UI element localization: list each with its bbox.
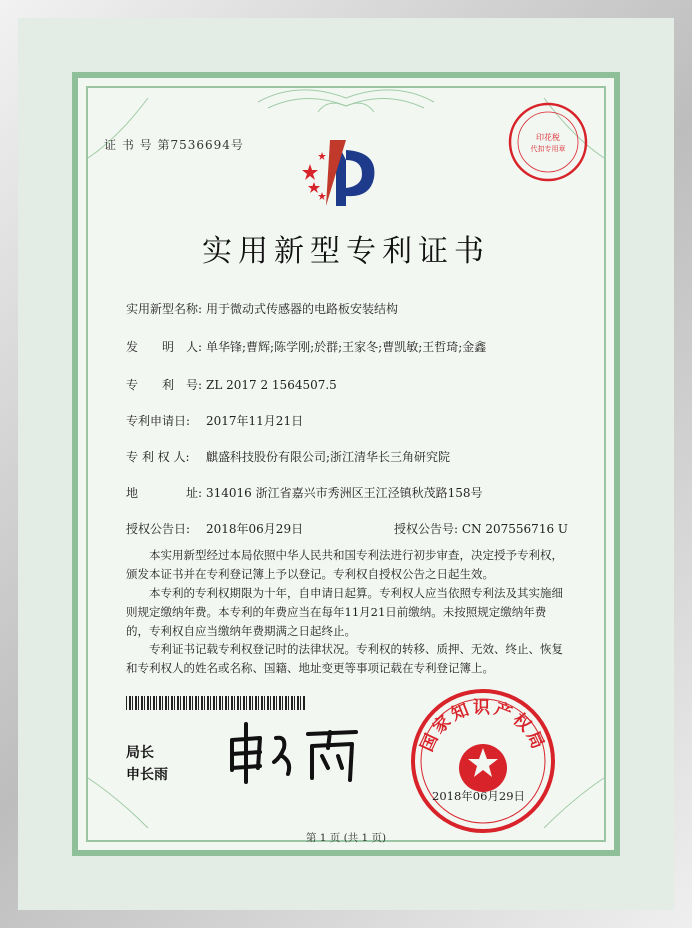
certificate-number: 证 书 号 第7536694号: [104, 138, 244, 152]
field-value: 2018年06月29日: [206, 522, 304, 536]
field-inventors: [126, 338, 486, 355]
field-value: 2017年11月21日: [206, 414, 304, 428]
svg-text:代扣专用章: 代扣专用章: [530, 145, 566, 153]
handwritten-signature: [224, 718, 364, 788]
field-grant-date: [126, 520, 303, 537]
field-label: 专 利 权 人:: [126, 450, 190, 464]
field-address: [126, 484, 483, 501]
svg-text:国家知识产权局: 国家知识产权局: [417, 698, 549, 755]
field-utility-name: [126, 300, 398, 317]
signatory-name: 申长雨: [126, 767, 168, 783]
field-label: 专 利 号:: [126, 378, 203, 392]
barcode: [126, 696, 306, 710]
field-patentee: [126, 448, 450, 465]
paragraph-grant: 本实用新型经过本局依照中华人民共和国专利法进行初步审查，决定授予专利权，颁发本证书并在专利登记簿上予以登记。专利权自授权公告之日起生效。: [126, 548, 563, 581]
signatory-title: 局长: [126, 745, 154, 761]
seal-date: 2018年06月29日: [432, 789, 526, 803]
field-label: 授权公告日:: [126, 522, 191, 536]
field-value: 用于微动式传感器的电路板安装结构: [206, 302, 399, 316]
cnipa-logo: [300, 134, 392, 212]
field-label: 专利申请日:: [126, 414, 191, 428]
field-value: CN 207556716 U: [461, 522, 569, 536]
page-footer: 第 1 页 (共 1 页): [305, 832, 387, 844]
field-value: 单华锋;曹辉;陈学刚;於群;王家冬;曹凯敏;王哲琦;金鑫: [206, 340, 487, 354]
field-patent-number: [126, 376, 337, 393]
field-value: 314016 浙江省嘉兴市秀洲区王江泾镇秋茂路158号: [206, 486, 483, 500]
field-label: 地 址:: [126, 486, 203, 500]
top-stamp: [506, 100, 590, 184]
field-label: 授权公告号:: [394, 522, 459, 536]
certificate-title: 实用新型专利证书: [202, 234, 490, 269]
field-value: 麒盛科技股份有限公司;浙江清华长三角研究院: [206, 450, 451, 464]
field-label: 发 明 人:: [126, 340, 203, 354]
paragraph-term: 本专利的专利权期限为十年，自申请日起算。专利权人应当依照专利法及其实施细则规定缴纳年费。本专利的年费应当在每年11月21日前缴纳。未按照规定缴纳年费的，专利权自应当缴纳年费期满之日起终止。: [126, 586, 563, 638]
field-value: ZL 2017 2 1564507.5: [206, 378, 337, 392]
field-application-date: [126, 412, 303, 429]
field-grant-number: [394, 520, 568, 537]
official-seal: [408, 686, 558, 836]
certificate-paper: [72, 72, 620, 856]
svg-text:印花税: 印花税: [536, 133, 560, 142]
paragraph-legal-status: 专利证书记载专利权登记时的法律状况。专利权的转移、质押、无效、终止、恢复和专利权人的姓名或名称、国籍、地址变更等事项记载在专利登记簿上。: [126, 642, 563, 675]
field-label: 实用新型名称:: [126, 302, 203, 316]
